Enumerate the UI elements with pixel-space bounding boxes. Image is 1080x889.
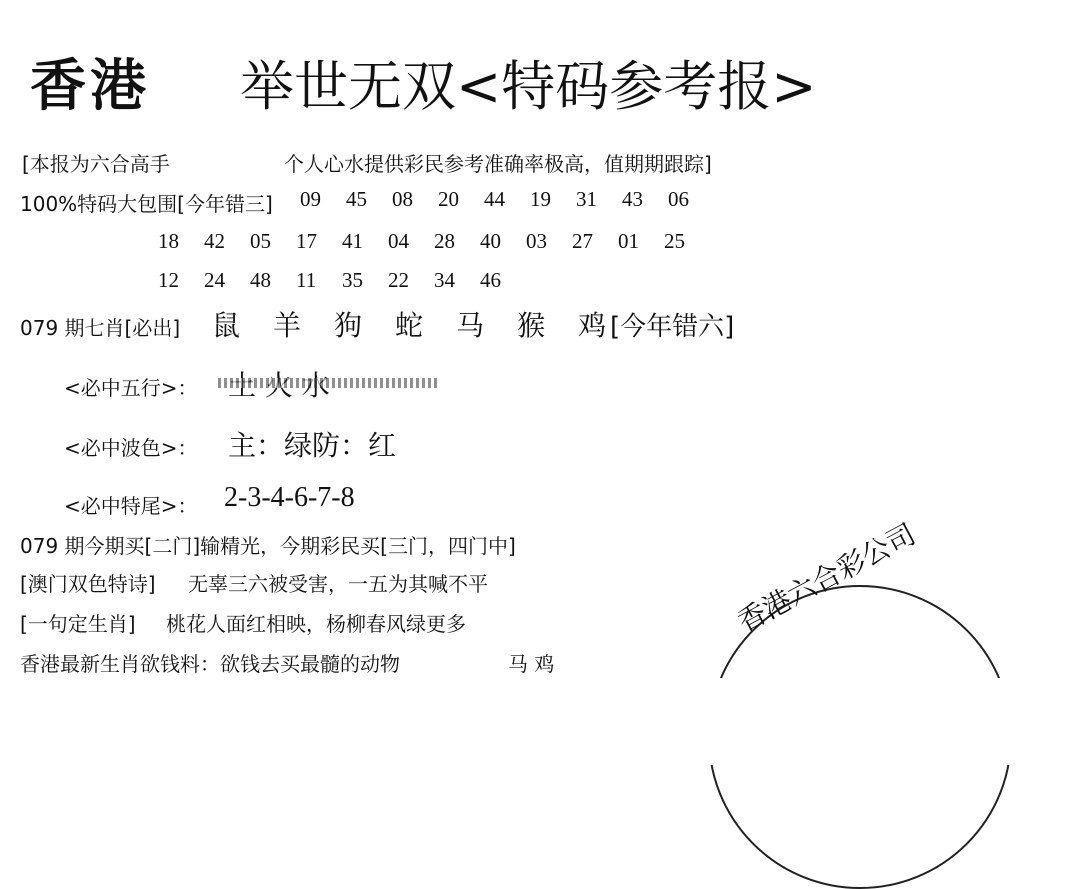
special-number: 24: [204, 268, 225, 292]
zodiac-item: 鸡: [578, 309, 607, 342]
special-number: 08: [392, 187, 413, 211]
special-number: 25: [664, 229, 685, 253]
special-row-3: [158, 268, 526, 293]
tail-label: <必中特尾>：: [64, 494, 198, 518]
zodiac-item: 狗: [334, 309, 363, 342]
wuxing-label: <必中五行>：: [64, 376, 198, 400]
special-number: 46: [480, 268, 501, 292]
seal-text: 香港六合彩公司: [732, 517, 921, 639]
special-number: 22: [388, 268, 409, 292]
special-number: 17: [296, 229, 317, 253]
special-number: 31: [576, 187, 597, 211]
tail-value: 2-3-4-6-7-8: [224, 482, 355, 513]
special-number: 48: [250, 268, 271, 292]
special-number: 04: [388, 229, 409, 253]
special-number: 28: [434, 229, 455, 253]
zodiac-item: 马: [456, 309, 485, 342]
special-number: 03: [526, 229, 547, 253]
special-number: 45: [346, 187, 367, 211]
seven-animals: [212, 304, 606, 344]
special-number: 43: [622, 187, 643, 211]
special-number: 19: [530, 187, 551, 211]
wave-value: 主：绿防：红: [228, 429, 397, 462]
special-number: 09: [300, 187, 321, 211]
seven-label: 079 期七肖[必出]: [20, 316, 181, 340]
latest-value: 马 鸡: [508, 652, 555, 676]
special-number: 34: [434, 268, 455, 292]
special-number: 20: [438, 187, 459, 211]
print-smudge: [218, 378, 438, 388]
special-row-2: [158, 229, 710, 254]
intro-right: 个人心水提供彩民参考准确率极高，值期期跟踪]: [284, 152, 712, 176]
latest-label: 香港最新生肖欲钱料：欲钱去买最髓的动物: [20, 652, 400, 676]
special-number: 01: [618, 229, 639, 253]
page-headline: 举世无双<特码参考报>: [240, 55, 817, 118]
special-number: 41: [342, 229, 363, 253]
special-number: 40: [480, 229, 501, 253]
intro-left: [本报为六合高手: [22, 152, 170, 176]
zodiac-item: 蛇: [395, 309, 424, 342]
poem-label: [澳门双色特诗]: [20, 572, 156, 596]
sentence-label: [一句定生肖]: [20, 612, 136, 636]
special-number: 35: [342, 268, 363, 292]
special-number: 42: [204, 229, 225, 253]
special-number: 44: [484, 187, 505, 211]
special-number: 18: [158, 229, 179, 253]
sentence-value: 桃花人面红相映，杨柳春风绿更多: [166, 612, 466, 636]
special-number: 11: [296, 268, 317, 292]
special-number: 27: [572, 229, 593, 253]
special-number: 05: [250, 229, 271, 253]
brand-title: 香港: [30, 54, 150, 119]
zodiac-item: 鼠: [212, 309, 241, 342]
special-number: 12: [158, 268, 179, 292]
special-label: 100%特码大包围[今年错三]: [20, 192, 273, 216]
page-bottom-blank: [0, 678, 1080, 765]
special-number: 06: [668, 187, 689, 211]
zodiac-item: 羊: [273, 309, 302, 342]
wave-label: <必中波色>：: [64, 436, 198, 460]
buy-line: 079 期今期买[二门]输精光，今期彩民买[三门，四门中]: [20, 534, 516, 558]
poem-value: 无辜三六被受害，一五为其喊不平: [188, 572, 488, 596]
special-row-1: [300, 187, 714, 212]
seven-suffix: [今年错六]: [610, 312, 735, 342]
zodiac-item: 猴: [517, 309, 546, 342]
